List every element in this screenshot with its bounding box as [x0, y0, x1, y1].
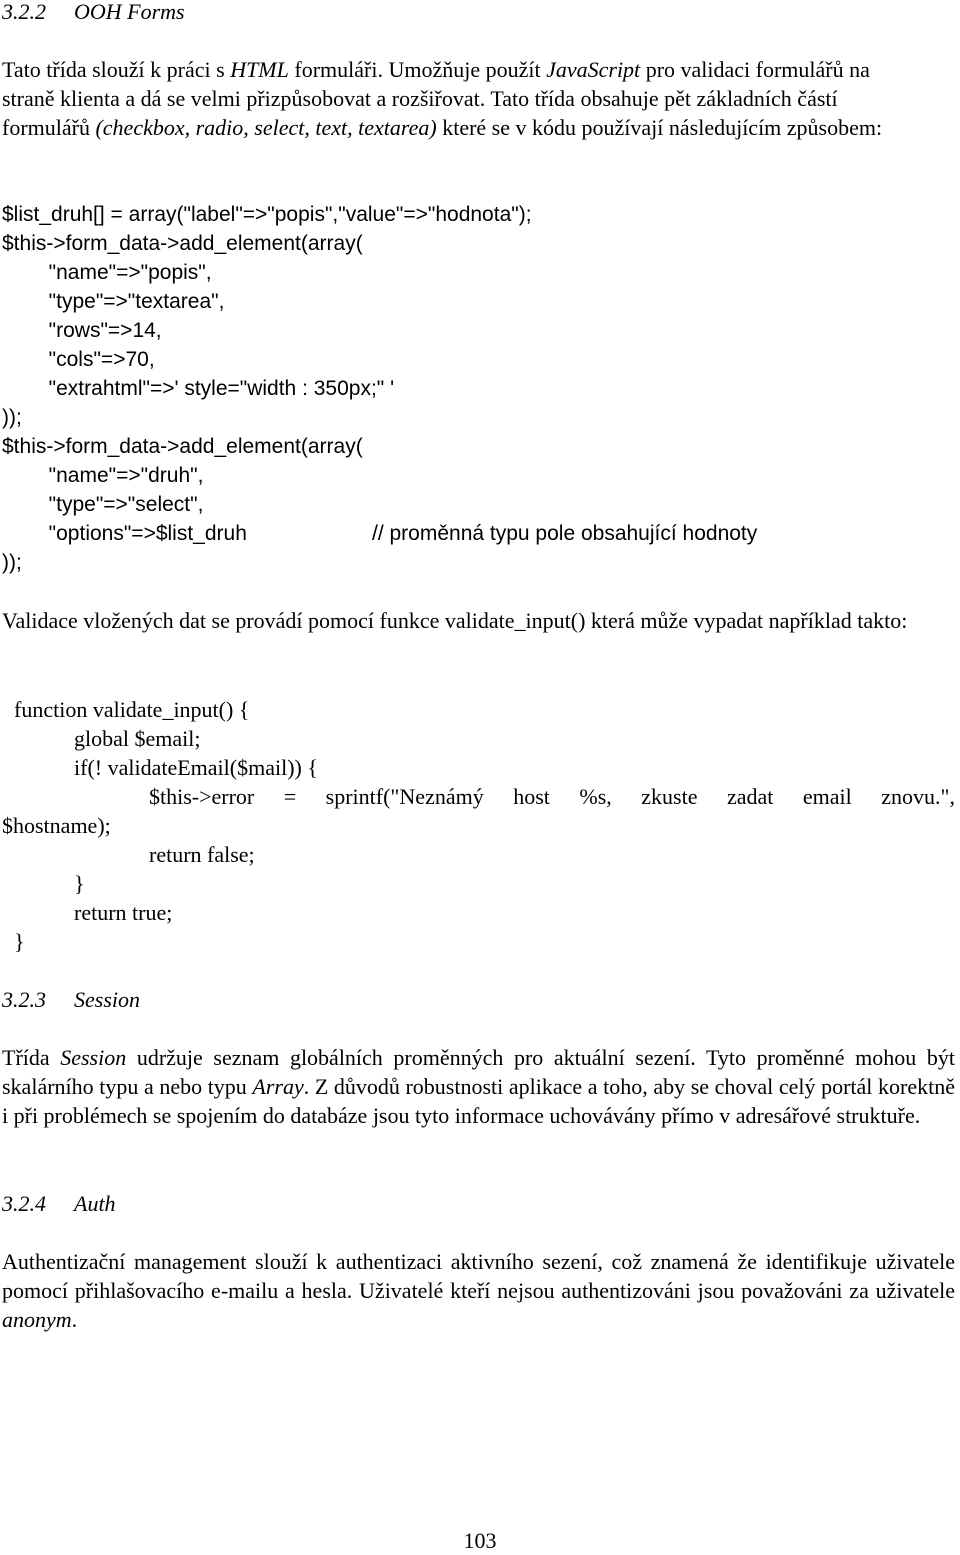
code-line: }	[14, 929, 25, 954]
section-heading-ooh-forms	[2, 0, 185, 26]
session-paragraph: Třída Session udržuje seznam globálních proměnných pro aktuální sezení. Tyto proměnné mohou být skalárního typu a nebo typu Array. Z důvodů robustnosti aplikace a toho, aby se choval celý portál korektně i při problémech se spojením do databáze jsou tyto informace uchovávány přímo v adresářové struktuře.	[2, 1045, 955, 1128]
section-title: OOH Forms	[74, 0, 185, 24]
code-comment: // proměnná typu pole obsahující hodnoty	[372, 522, 758, 545]
code-line: "cols"=>70,	[2, 348, 155, 371]
section-title: Session	[74, 987, 140, 1012]
intro-paragraph: Tato třída slouží k práci s HTML formuláři. Umožňuje použít JavaScript pro validaci formulářů na straně klienta a dá se velmi přizpůsobovat a rozšiřovat. Tato třída obsahuje pět základních částí formulářů (checkbox, radio, select, text, textarea) které se v kódu používají následujícím způsobem:	[2, 57, 883, 140]
section-heading-session	[2, 985, 140, 1014]
code-line: global $email;	[74, 726, 201, 751]
code-line: function validate_input() {	[14, 697, 250, 722]
code-line: "extrahtml"=>' style="width : 350px;" '	[2, 377, 395, 400]
code-line: "options"=>$list_druh	[2, 522, 247, 545]
auth-paragraph: Authentizační management slouží k authentizaci aktivního sezení, což znamená že identifikuje uživatele pomocí přihlašovacího e-mailu a hesla. Uživatelé kteří nejsou authentizováni jsou považováni za uživatele anonym.	[2, 1249, 955, 1332]
code-line: return false;	[149, 842, 255, 867]
section-heading-auth	[2, 1189, 116, 1218]
code-line: "type"=>"select",	[2, 493, 204, 516]
section-number: 3.2.4	[2, 1191, 46, 1216]
code-line: return true;	[74, 900, 173, 925]
code-line: $this->error = sprintf("Neznámý host %s, zkuste zadat email znovu.",	[149, 784, 955, 809]
code-line: $hostname);	[2, 813, 111, 838]
code-line: $this->form_data->add_element(array(	[2, 435, 363, 458]
code-line: "name"=>"popis",	[2, 261, 212, 284]
page-number: 103	[463, 1528, 497, 1553]
section-title: Auth	[74, 1191, 116, 1216]
code-line: ));	[2, 551, 22, 574]
code-line: }	[74, 871, 85, 896]
code-line: "rows"=>14,	[2, 319, 162, 342]
code-line: if(! validateEmail($mail)) {	[74, 755, 318, 780]
code-line: $this->form_data->add_element(array(	[2, 232, 363, 255]
code-line: "name"=>"druh",	[2, 464, 204, 487]
section-number: 3.2.2	[2, 0, 46, 24]
code-line: $list_druh[] = array("label"=>"popis","value"=>"hodnota");	[2, 203, 532, 226]
code-line: "type"=>"textarea",	[2, 290, 225, 313]
section-number: 3.2.3	[2, 987, 46, 1012]
validation-paragraph: Validace vložených dat se provádí pomocí funkce validate_input() která může vypadat například takto:	[2, 608, 908, 633]
code-line: ));	[2, 406, 22, 429]
